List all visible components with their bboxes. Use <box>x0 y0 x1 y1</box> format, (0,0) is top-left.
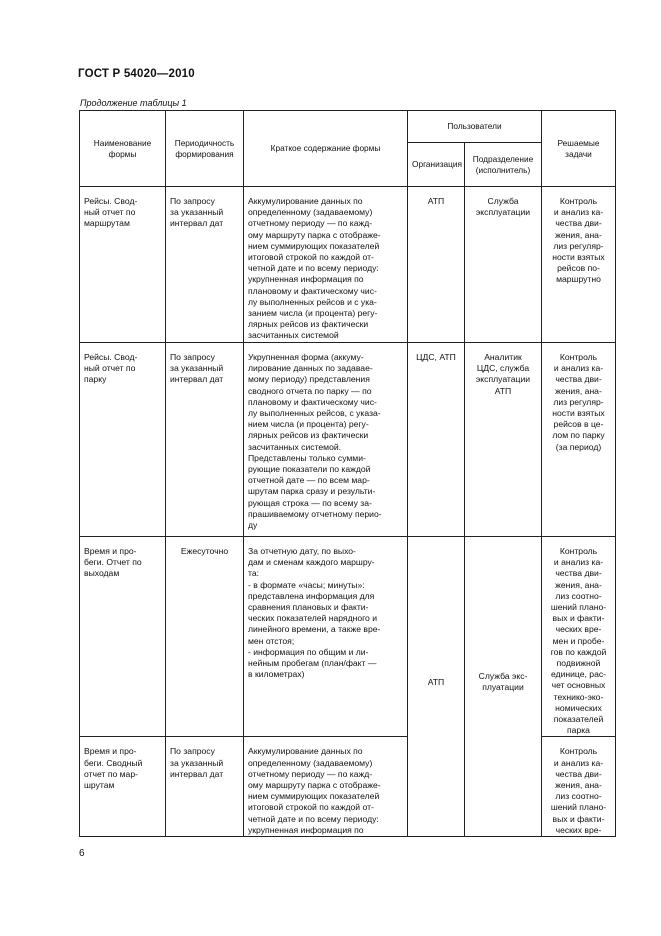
header-organization: Организация <box>408 143 465 187</box>
tasks-cell: Контроль и анализ ка- чества дви- жения, ана- лиз регуляр- ности взятых рейсов по- маршрутно <box>542 187 616 343</box>
organization-cell: ЦДС, АТП <box>408 343 465 537</box>
form-name-cell: Время и про- беги. Сводный отчет по мар- шрутам <box>80 737 166 837</box>
content-cell: За отчетную дату, по выхо- дам и сменам каждого маршру- та: - в формате «часы; минуты»: представлена информация для сравнения плановых и факти- ческих показателей нарядного и линейного времени, а также вре- мен отстоя; - информация по общим и ли- нейным пробегам (план/факт — в километрах) <box>244 537 408 737</box>
header-tasks: Решаемые задачи <box>542 111 616 187</box>
content-cell: Аккумулирование данных по определенному (задаваемому) отчетному периоду — по кажд- ому маршруту парка с отображе- нием суммирующих показателей итоговой строкой по каждой от- четной дате и по всему периоду: укрупненная информация по плановому и фактическому чис- лу выполненных рейсов и с ука- занием числа (и процента) регу- лярных рейсов из фактически засчитанных системой <box>244 187 408 343</box>
periodicity-cell: По запросу за указанный интервал дат <box>166 187 244 343</box>
department-cell: Аналитик ЦДС, служба эксплуатации АТП <box>465 343 542 537</box>
periodicity-cell: По запросу за указанный интервал дат <box>166 343 244 537</box>
header-periodicity: Периодичность формирования <box>166 111 244 187</box>
tasks-cell: Контроль и анализ ка- чества дви- жения, ана- лиз соотно- шений плано- вых и факти- ческих вре- <box>542 737 616 837</box>
header-users: Пользователи <box>408 111 542 143</box>
table-caption: Продолжение таблицы 1 <box>80 98 187 108</box>
header-content: Краткое содержание формы <box>244 111 408 187</box>
periodicity-cell: По запросу за указанный интервал дат <box>166 737 244 837</box>
standard-title: ГОСТ Р 54020—2010 <box>78 68 195 80</box>
organization-cell-merged: АТП <box>408 537 465 837</box>
organization-cell: АТП <box>408 187 465 343</box>
department-cell-merged: Служба экс- плуатации <box>465 537 542 837</box>
header-form-name: Наименование формы <box>80 111 166 187</box>
page-number: 6 <box>79 848 85 859</box>
content-cell: Укрупненная форма (аккуму- лирование данных по задавае- мому периоду) представления сводного отчета по парку — по плановому и фактическому чис- лу выполненных рейсов, с указа- нием числа (и процента) регу- лярных рейсов из фактически засчитанных системой. Представлены только сумми- рующие показатели по каждой отчетной дате — по всем мар- шрутам парка сразу и результи- рующая строка — по всему за- прашиваемому отчетному перио- ду <box>244 343 408 537</box>
tasks-cell: Контроль и анализ ка- чества дви- жения, ана- лиз соотно- шений плано- вых и факти- ческих вре- мен и пробе- гов по каждой подвижной единице, рас- чет основных технико-эко- номических показателей парка <box>542 537 616 737</box>
department-cell: Служба эксплуатации <box>465 187 542 343</box>
header-department: Подразделение (исполнитель) <box>465 143 542 187</box>
form-name-cell: Время и про- беги. Отчет по выходам <box>80 537 166 737</box>
form-name-cell: Рейсы. Свод- ный отчет по маршрутам <box>80 187 166 343</box>
table-row <box>80 537 616 737</box>
tasks-cell: Контроль и анализ ка- чества дви- жения, ана- лиз регуляр- ности взятых рейсов в це- лом по парку (за период) <box>542 343 616 537</box>
table-row <box>80 187 616 343</box>
form-name-cell: Рейсы. Свод- ный отчет по парку <box>80 343 166 537</box>
table-row <box>80 343 616 537</box>
report-forms-table <box>79 110 616 837</box>
content-cell: Аккумулирование данных по определенному (задаваемому) отчетному периоду — по кажд- ому маршруту парка с отображе- нием суммирующих показателей итоговой строкой по каждой от- четной дате и по всему периоду: укрупненная информация по <box>244 737 408 837</box>
periodicity-cell: Ежесуточно <box>166 537 244 737</box>
